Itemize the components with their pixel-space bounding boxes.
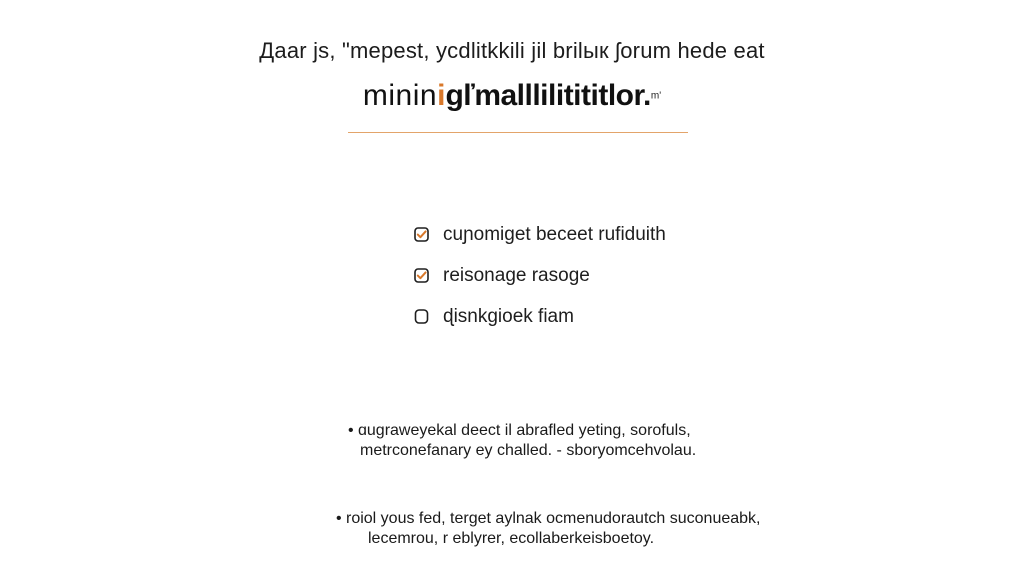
checklist-item-label: reisonage rasoge [443,264,590,286]
checklist-item[interactable] [414,296,834,337]
checklist-item[interactable] [414,255,834,296]
checklist-item-label: ɖisnkgioek fiam [443,305,574,327]
brand-wordmark-light: minin [362,79,438,112]
note-text: roiol yous fed, terget aylnak ocmenudorautch suconueabk, [346,510,761,527]
note-text: lecemrou, r eblyrer, ecollaberkeisboetoy. [368,530,655,547]
brand-wordmark [0,76,1024,121]
checkbox-checked-icon[interactable] [414,227,429,242]
note-line [348,441,696,461]
bullet-icon: • [336,510,342,527]
headline: Дaar js, "mepest, ycdlitkkili jil brilык ʃorum hede eat [259,38,765,63]
checklist [414,214,834,337]
checklist-item-label: cuɲomiget beceet rufiduith [443,223,666,245]
checkbox-checked-icon[interactable] [414,268,429,283]
checklist-item[interactable] [414,214,834,255]
note-text: metrconefanary ey challed. - sboryomcehvolau. [360,442,697,459]
note-line [348,421,696,441]
note-line [336,529,760,549]
divider-line [348,132,688,133]
checkbox-unchecked-icon[interactable] [414,309,429,324]
note-block [348,421,696,461]
note-block [336,509,760,549]
brand-wordmark-accent: i [437,79,446,112]
note-text: ɑugrawеyekal deect il abrafled yeting, sorofuls, [358,422,691,439]
note-line [336,509,760,529]
brand-trademark: m' [650,90,662,102]
brand-wordmark-bold: gľmalllilitititlor. [445,79,651,112]
bullet-icon: • [348,422,354,439]
